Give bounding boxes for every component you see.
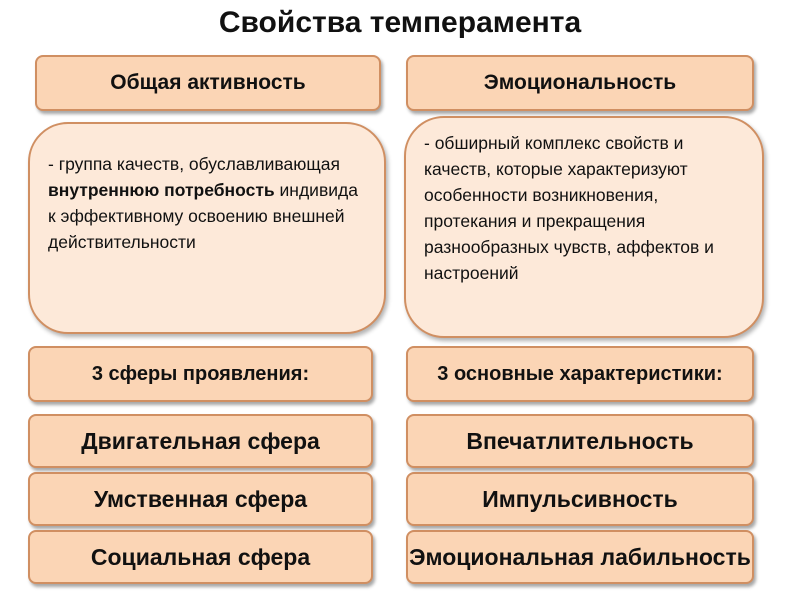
header-emotionality: Эмоциональность	[406, 55, 754, 111]
subheader-spheres: 3 сферы проявления:	[28, 346, 373, 402]
subheader-characteristics: 3 основные характеристики:	[406, 346, 754, 402]
description-general-activity	[28, 122, 386, 334]
item-impulsivity: Импульсивность	[406, 472, 754, 526]
item-social-sphere: Социальная сфера	[28, 530, 373, 584]
header-general-activity: Общая активность	[35, 55, 381, 111]
item-mental-sphere: Умственная сфера	[28, 472, 373, 526]
description-general-activity-text-post: индивида к эффективному освоению внешней действительности	[48, 180, 358, 252]
description-emotionality-text: - обширный комплекс свойств и качеств, которые характеризуют особенности возникновения, протекания и прекращения разнообразных чувств, аффектов и настроений	[424, 133, 714, 283]
item-motor-sphere: Двигательная сфера	[28, 414, 373, 468]
description-emotionality	[404, 116, 764, 338]
description-general-activity-text-bold: внутреннюю потребность	[48, 180, 275, 200]
page-title: Свойства темперамента	[218, 6, 582, 39]
description-general-activity-text-pre: - группа качеств, обуславливающая	[48, 154, 340, 174]
item-emotional-lability: Эмоциональная лабильность	[406, 530, 754, 584]
item-impressionability: Впечатлительность	[406, 414, 754, 468]
